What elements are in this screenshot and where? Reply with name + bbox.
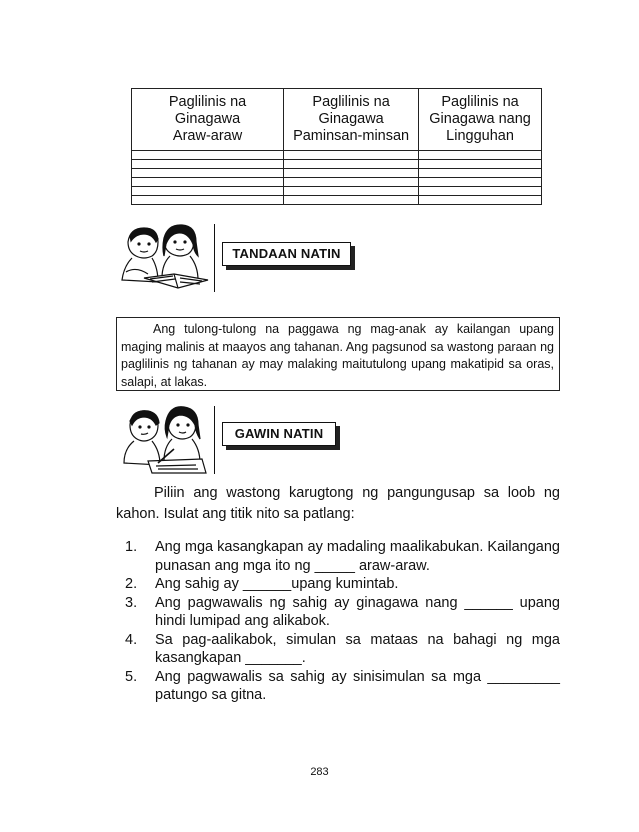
table-header-row (132, 89, 542, 151)
note-text: Ang tulong-tulong na paggawa ng mag-anak ay kailangan upang maging malinis at maayos ang tahanan. Ang pagsunod sa wastong paraan ng paglilinis ng tahanan ay may malaking maitutulong upang makatipid sa oras, salapi, at lakas. (121, 322, 554, 389)
gawin-natin-banner: GAWIN NATIN (222, 422, 336, 446)
chores-table (131, 88, 542, 205)
list-item: 2. Ang sahig ay ______upang kumintab. (125, 576, 399, 592)
two-children-reading-icon (118, 222, 213, 292)
instructions: Piliin ang wastong karugtong ng pangungusap sa loob ng kahon. Isulat ang titik nito sa patlang: (116, 485, 560, 522)
table-row (132, 160, 542, 169)
list-item: 4. Sa pag-aalikabok, simulan sa mataas na bahagi ng mga kasangkapan _______. (125, 631, 560, 666)
two-children-writing-icon (118, 403, 213, 475)
list-item: 5. Ang pagwawalis sa sahig ay sinisimulan sa mga _________ patungo sa gitna. (125, 668, 560, 703)
table-row (132, 196, 542, 205)
tandaan-natin-banner: TANDAAN NATIN (222, 242, 351, 266)
header-occasional: Paglilinis na Ginagawa Paminsan-minsan (284, 89, 419, 151)
banner-divider (214, 224, 215, 292)
header-daily: Paglilinis na Ginagawa Araw-araw (132, 89, 284, 151)
list-item: 1. Ang mga kasangkapan ay madaling maalikabukan. Kailangang punasan ang mga ito ng _____ araw-araw. (125, 539, 560, 574)
page-number: 283 (310, 766, 329, 778)
table-row (132, 187, 542, 196)
note-box (116, 317, 560, 391)
exercise-list (116, 538, 560, 705)
banner-divider (214, 406, 215, 474)
table-row (132, 178, 542, 187)
header-weekly: Paglilinis na Ginagawa nang Lingguhan (419, 89, 542, 151)
list-item: 3. Ang pagwawalis ng sahig ay ginagawa nang ______ upang hindi lumipad ang alikabok. (125, 594, 560, 629)
table-row (132, 151, 542, 160)
table-row (132, 169, 542, 178)
